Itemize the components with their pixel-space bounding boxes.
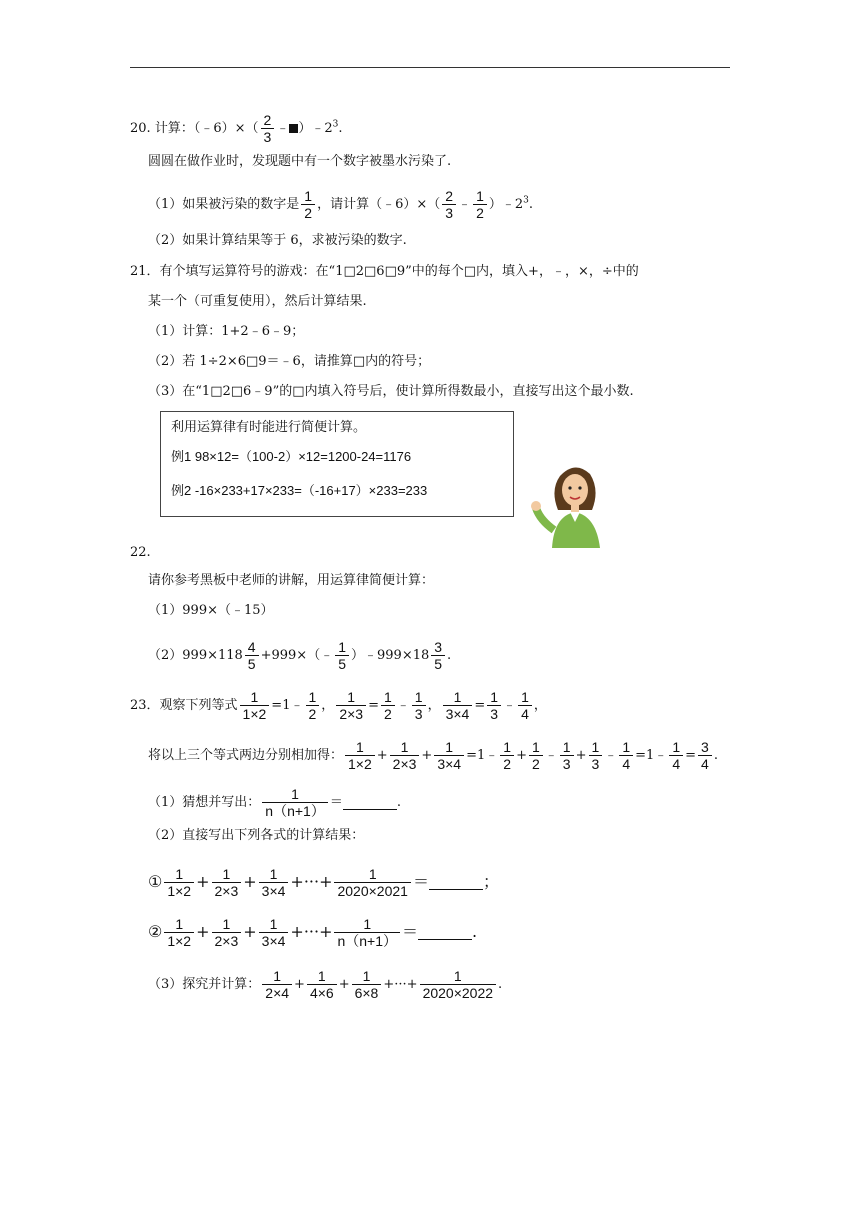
q22-line2: （1）999×（﹣15） xyxy=(148,603,274,618)
q20-line1: 20. 计算：（﹣6）×（ $\frac{2}{3}$ ﹣ ）$﹣2^3$. xyxy=(130,112,343,145)
header-rule xyxy=(130,67,730,68)
answer-blank xyxy=(429,875,483,890)
answer-blank xyxy=(418,925,472,940)
board-example-2: 例2 -16×233+17×233=（-16+17）×233=233 xyxy=(171,483,428,498)
q23-line1: 23．观察下列等式 $\frac{1}{1\times 2}$ =1﹣ $\frac{1}{2}$ ， $\frac{1}{2\times 3}$ = $\frac{1}{2}$ ﹣ $\frac{1}{3}$ ， $\frac{1}{3\times 4}$ = $\frac{1}{3}$ ﹣ $\frac{1}{4}$ ， xyxy=(130,689,547,722)
q23-line7: （3）探究并计算： $\frac{1}{2\times 4}$ + $\frac{1}{4\times 6}$ + $\frac{1}{6\times 8}$ +···+ $\frac{1}{2020\times 2022}$ . xyxy=(148,968,503,1001)
q22-line1: 请你参考黑板中老师的讲解，用运算律简便计算： xyxy=(148,573,435,588)
q20-line3: （1）如果被污染的数字是 $\frac{1}{2}$ ，请计算（﹣6）×（ $\frac{2}{3}$ ﹣ $\frac{1}{2}$ ）$﹣2^3$. xyxy=(148,188,534,221)
q21-line5: （3）在“1□2□6﹣9”的□内填入符号后，使计算所得数最小，直接写出这个最小数. xyxy=(148,384,634,399)
q23-line3: （1）猜想并写出： $\frac{1}{n(n+1)}$ ＝ . xyxy=(148,786,401,819)
q22-line3: （2）999×118 $\frac{4}{5}$ +999×（﹣ $\frac{1}{5}$ ）﹣999×18 $\frac{3}{5}$ . xyxy=(148,639,452,672)
q23-line5: ① $\frac{1}{1\times 2}$ + $\frac{1}{2\times 3}$ + $\frac{1}{3\times 4}$ +···+ $\frac{1}{2020\times 2021}$ ＝ ； xyxy=(148,866,499,899)
blackboard-box xyxy=(160,411,514,517)
q20-line4: （2）如果计算结果等于 6，求被污染的数字. xyxy=(148,233,407,248)
q22-number: 22. xyxy=(130,545,151,560)
q21-line2: 某一个（可重复使用），然后计算结果. xyxy=(148,294,367,309)
board-example-1: 例1 98×12=（100-2）×12=1200-24=1176 xyxy=(171,449,412,464)
teacher-illustration xyxy=(530,460,620,548)
ink-blot-square xyxy=(289,124,298,133)
answer-blank xyxy=(343,795,397,810)
q20-line2: 圆圆在做作业时，发现题中有一个数字被墨水污染了. xyxy=(148,154,452,169)
board-title: 利用运算律有时能进行简便计算。 xyxy=(171,419,367,434)
q21-line4: （2）若 1÷2×6□9＝﹣6，请推算□内的符号； xyxy=(148,354,431,369)
q23-line2: 将以上三个等式两边分别相加得： $\frac{1}{1\times 2}$ + $\frac{1}{2\times 3}$ + $\frac{1}{3\times 4}$ =1﹣ $\frac{1}{2}$ + $\frac{1}{2}$ ﹣ $\frac{1}{3}$ + $\frac{1}{3}$ ﹣ $\frac{1}{4}$ =1﹣ $\frac{1}{4}$ = $\frac{3}{4}$ . xyxy=(148,739,718,772)
q21-line3: （1）计算：1+2﹣6﹣9； xyxy=(148,324,305,339)
q21-line1: 21．有个填写运算符号的游戏：在“1□2□6□9”中的每个□内，填入+，﹣，×，÷中的 xyxy=(130,264,639,279)
q23-line4: （2）直接写出下列各式的计算结果： xyxy=(148,828,365,843)
q23-line6: ② $\frac{1}{1\times 2}$ + $\frac{1}{2\times 3}$ + $\frac{1}{3\times 4}$ +···+ $\frac{1}{n(n+1)}$ ＝ . xyxy=(148,916,478,949)
fraction: $\frac{2}{3}$ xyxy=(261,112,275,145)
